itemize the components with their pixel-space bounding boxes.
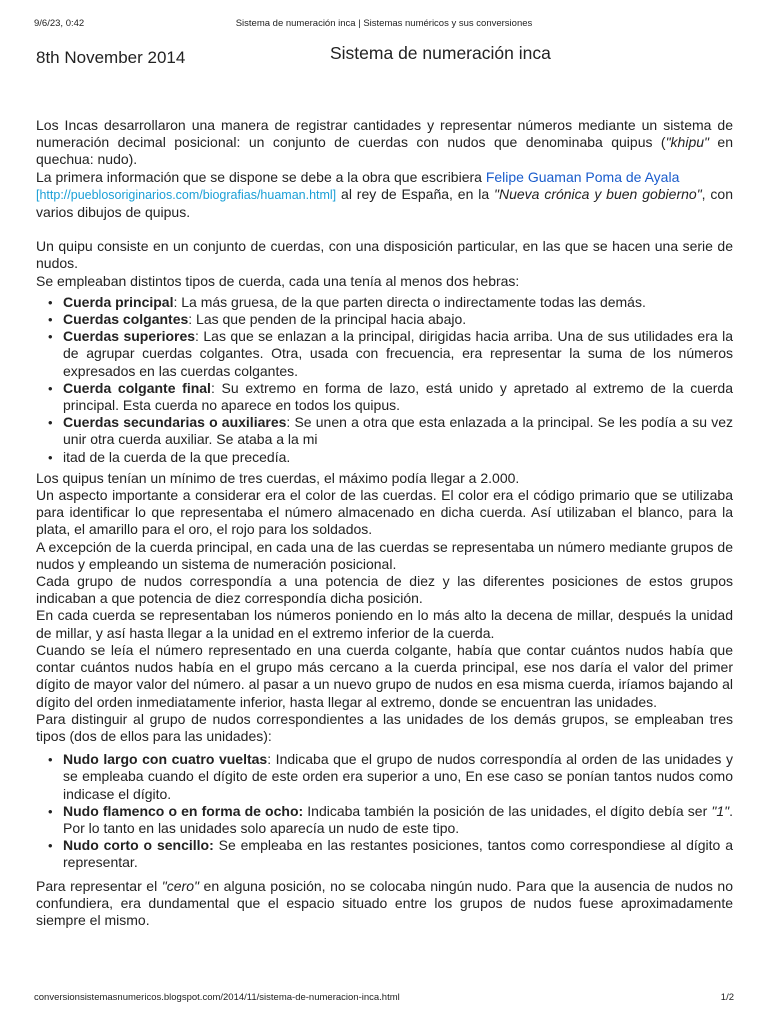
cord-types-list [36,294,733,466]
list-item: • Nudo corto o sencillo: Se empleaba en las restantes posiciones, tantos como correspondiese al dígito a representar. [48,837,733,871]
post-body [36,117,733,929]
list-item: • Nudo largo con cuatro vueltas: Indicaba que el grupo de nudos correspondía al orden de las unidades y se empleaba cuando el dígito de este orden era superior a uno, En ese caso se ponían tantos nudos como indicase el dígito. [48,751,733,803]
page-number: 1/2 [720,992,734,1003]
list-item: • Nudo flamenco o en forma de ocho: Indicaba también la posición de las unidades, el dígito debía ser "1". Por lo tanto en las unidades solo aparecía un nudo de este tipo. [48,803,733,837]
body-paragraph: A excepción de la cuerda principal, en cada una de las cuerdas se representaba un número mediante grupos de nudos y empleando un sistema de numeración posicional. [36,538,733,572]
closing-paragraph: Para representar el "cero" en alguna posición, no se colocaba ningún nudo. Para que la ausencia de nudos no confundiera, era dundamental que el espacio situado entre los grupos de nudos fuese aproximadamente siempre el mismo. [36,877,733,928]
body-paragraph: Para distinguir al grupo de nudos correspondientes a las unidades de los demás grupos, se empleaban tres tipos (dos de ellos para las unidades): [36,710,733,744]
list-item: • Cuerdas superiores: Las que se enlazan a la principal, dirigidas hacia arriba. Una de sus utilidades era la de agrupar cuerdas colgantes. Otra, usada con frecuencia, era representar la suma de los números expresados en las cuerdas colgantes. [48,328,733,380]
knot-types-list [36,751,733,871]
list-item: • Cuerdas secundarias o auxiliares: Se unen a otra que esta enlazada a la principal. Se les podía a su vez unir otra cuerda auxiliar. Se ataba a la mi [48,414,733,448]
list-item: • Cuerda principal: La más gruesa, de la que parten directa o indirectamente todas las demás. [48,294,733,311]
body-paragraph: Cuando se leía el número representado en una cuerda colgante, había que contar cuántos nudos había que contar cuántos nudos había en el grupo más cercano a la cuerda principal, ese nos daría el valor del primer dígito de mayor valor del número. al pasar a un nuevo grupo de nudos en esa misma cuerda, iríamos bajando al dígito del orden inmediatamente inferior, hasta llegar al extremo, donde se encuentran las unidades. [36,641,733,710]
post-date: 8th November 2014 [36,48,186,67]
print-footer [34,992,734,1006]
body-paragraph: Un aspecto importante a considerar era el color de las cuerdas. El color era el código primario que se utilizaba para identificar lo que representaba el número almacenado en dicha cuerda. Así utilizaban el blanco, para la plata, el amarillo para el oro, el rojo para los soldados. [36,487,733,538]
print-url: conversionsistemasnumericos.blogspot.com/2014/11/sistema-de-numeracion-inca.html [34,992,400,1003]
quipu-paragraph: Un quipu consiste en un conjunto de cuerdas, con una disposición particular, en las que se hacen una serie de nudos. [36,238,733,272]
list-item: • itad de la cuerda de la que precedía. [48,449,733,466]
body-paragraph: En cada cuerda se representaban los números poniendo en lo más alto la decena de millar, después la unidad de millar, y así hasta llegar a la unidad en el extremo inferior de la cuerda. [36,607,733,641]
author-link[interactable]: Felipe Guaman Poma de Ayala [485,168,680,185]
author-url[interactable]: [http://pueblosoriginarios.com/biografias/huaman.html] [36,187,337,202]
print-timestamp: 9/6/23, 0:42 [34,18,85,29]
list-item: • Cuerdas colgantes: Las que penden de la principal hacia abajo. [48,311,733,328]
body-paragraph: Los quipus tenían un mínimo de tres cuerdas, el máximo podía llegar a 2.000. [36,469,520,486]
list-item: • Cuerda colgante final: Su extremo en forma de lazo, está unido y apretado al extremo de la cuerda principal. Esta cuerda no aparece en todos los quipus. [48,380,733,414]
body-paragraph: Cada grupo de nudos correspondía a una potencia de diez y las diferentes posiciones de estos grupos indicaban a que potencia de diez correspondía dicha posición. [36,573,733,607]
print-page-title: Sistema de numeración inca | Sistemas numéricos y sus conversiones [235,18,533,29]
print-header [34,18,734,32]
intro-paragraph: Los Incas desarrollaron una manera de registrar cantidades y representar números mediante un sistema de numeración decimal posicional: un conjunto de cuerdas con nudos que denominaba quipus ("khipu" en quechua: nudo). [36,117,733,168]
post-title: Sistema de numeración inca [330,43,551,63]
intro-source-paragraph: La primera información que se dispone se debe a la obra que escribiera Felipe Guaman Poma de Ayala [http://pueblosoriginarios.com/biografias/huaman.html] al rey de España, en la "Nueva crónica y buen gobierno", con varios dibujos de quipus. [36,168,734,221]
cord-types-intro: Se empleaban distintos tipos de cuerda, cada una tenía al menos dos hebras: [36,272,520,289]
